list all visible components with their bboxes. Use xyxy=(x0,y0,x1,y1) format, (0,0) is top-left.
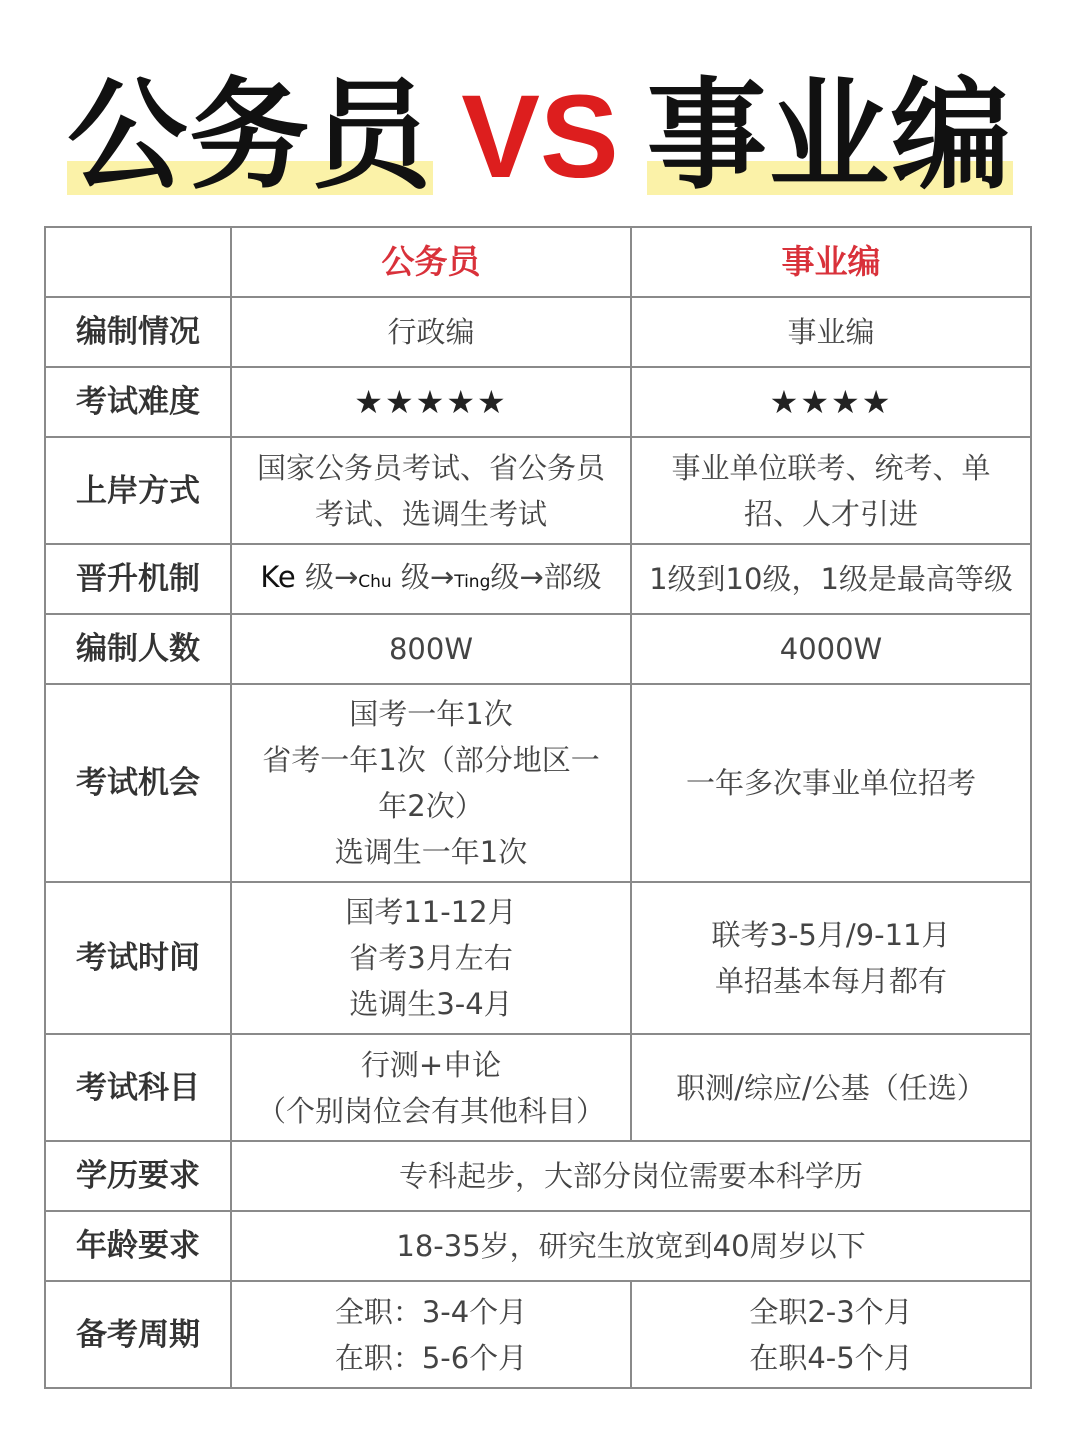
row-label: 年龄要求 xyxy=(45,1211,231,1281)
promo-arrow-2: 级→ xyxy=(391,559,455,594)
table-row xyxy=(45,1281,1031,1388)
cell-line: 考试、选调生考试 xyxy=(314,496,547,531)
cell-public-institution: 事业编 xyxy=(631,297,1031,367)
page-title xyxy=(0,62,1080,212)
cell-civil-servant: 800W xyxy=(231,614,631,684)
row-label: 考试机会 xyxy=(45,684,231,882)
cell-civil-servant: 行政编 xyxy=(231,297,631,367)
comparison-table xyxy=(44,226,1032,1389)
cell-line: 事业单位联考、统考、单 xyxy=(671,450,991,485)
difficulty-stars-public-institution: ★★★★ xyxy=(631,367,1031,437)
header-civil-servant: 公务员 xyxy=(231,227,631,297)
cell-merged: 18-35岁，研究生放宽到40周岁以下 xyxy=(231,1211,1031,1281)
row-label: 编制情况 xyxy=(45,297,231,367)
cell-line: 在职：5-6个月 xyxy=(334,1340,528,1375)
cell-line: 省考3月左右 xyxy=(349,941,513,975)
row-label: 备考周期 xyxy=(45,1281,231,1388)
promo-ting: Ting xyxy=(454,571,491,592)
cell-line: 年2次） xyxy=(378,789,484,823)
cell-public-institution xyxy=(631,882,1031,1034)
cell-public-institution: 职测/综应/公基（任选） xyxy=(631,1034,1031,1141)
cell-line: 省考一年1次（部分地区一 xyxy=(262,743,600,777)
title-left: 公务员 xyxy=(67,67,434,206)
table-row xyxy=(45,544,1031,614)
cell-civil-servant xyxy=(231,437,631,544)
table-row xyxy=(45,367,1031,437)
cell-line: 联考3-5月/9-11月 xyxy=(711,918,951,952)
table-row xyxy=(45,297,1031,367)
row-label: 考试时间 xyxy=(45,882,231,1034)
cell-civil-servant xyxy=(231,1034,631,1141)
promo-arrow-1: 级→ xyxy=(295,559,359,594)
cell-public-institution: 1级到10级，1级是最高等级 xyxy=(631,544,1031,614)
promo-arrow-3: 级→部级 xyxy=(490,559,602,594)
cell-line: 国考一年1次 xyxy=(349,697,513,731)
table-row xyxy=(45,614,1031,684)
table-row xyxy=(45,1034,1031,1141)
cell-line: 招、人才引进 xyxy=(743,496,918,531)
promo-ke: Ke xyxy=(260,559,296,594)
cell-civil-servant xyxy=(231,882,631,1034)
table-row xyxy=(45,882,1031,1034)
difficulty-stars-civil-servant: ★★★★★ xyxy=(231,367,631,437)
table-header-row xyxy=(45,227,1031,297)
table-row xyxy=(45,437,1031,544)
table-row xyxy=(45,1141,1031,1211)
cell-line: 国家公务员考试、省公务员 xyxy=(256,450,605,485)
cell-line: 在职4-5个月 xyxy=(749,1340,913,1375)
row-label: 编制人数 xyxy=(45,614,231,684)
cell-civil-servant xyxy=(231,1281,631,1388)
title-right: 事业编 xyxy=(646,67,1013,206)
promo-chu: Chu xyxy=(358,571,392,592)
cell-public-institution xyxy=(631,437,1031,544)
cell-civil-servant xyxy=(231,544,631,614)
header-corner xyxy=(45,227,231,297)
row-label: 学历要求 xyxy=(45,1141,231,1211)
cell-public-institution xyxy=(631,1281,1031,1388)
cell-line: 行测+申论 xyxy=(360,1047,502,1082)
table-row xyxy=(45,684,1031,882)
cell-line: （个别岗位会有其他科目） xyxy=(256,1093,605,1128)
table-row xyxy=(45,1211,1031,1281)
cell-public-institution: 一年多次事业单位招考 xyxy=(631,684,1031,882)
cell-merged: 专科起步，大部分岗位需要本科学历 xyxy=(231,1141,1031,1211)
cell-line: 全职2-3个月 xyxy=(749,1294,913,1329)
cell-civil-servant xyxy=(231,684,631,882)
row-label: 上岸方式 xyxy=(45,437,231,544)
row-label: 晋升机制 xyxy=(45,544,231,614)
cell-line: 选调生一年1次 xyxy=(334,835,528,869)
cell-line: 全职：3-4个月 xyxy=(334,1294,528,1329)
cell-line: 选调生3-4月 xyxy=(349,987,513,1021)
row-label: 考试科目 xyxy=(45,1034,231,1141)
cell-line: 国考11-12月 xyxy=(345,895,517,929)
cell-line: 单招基本每月都有 xyxy=(714,964,947,998)
cell-public-institution: 4000W xyxy=(631,614,1031,684)
title-vs: VS xyxy=(461,71,619,203)
header-public-institution: 事业编 xyxy=(631,227,1031,297)
row-label: 考试难度 xyxy=(45,367,231,437)
